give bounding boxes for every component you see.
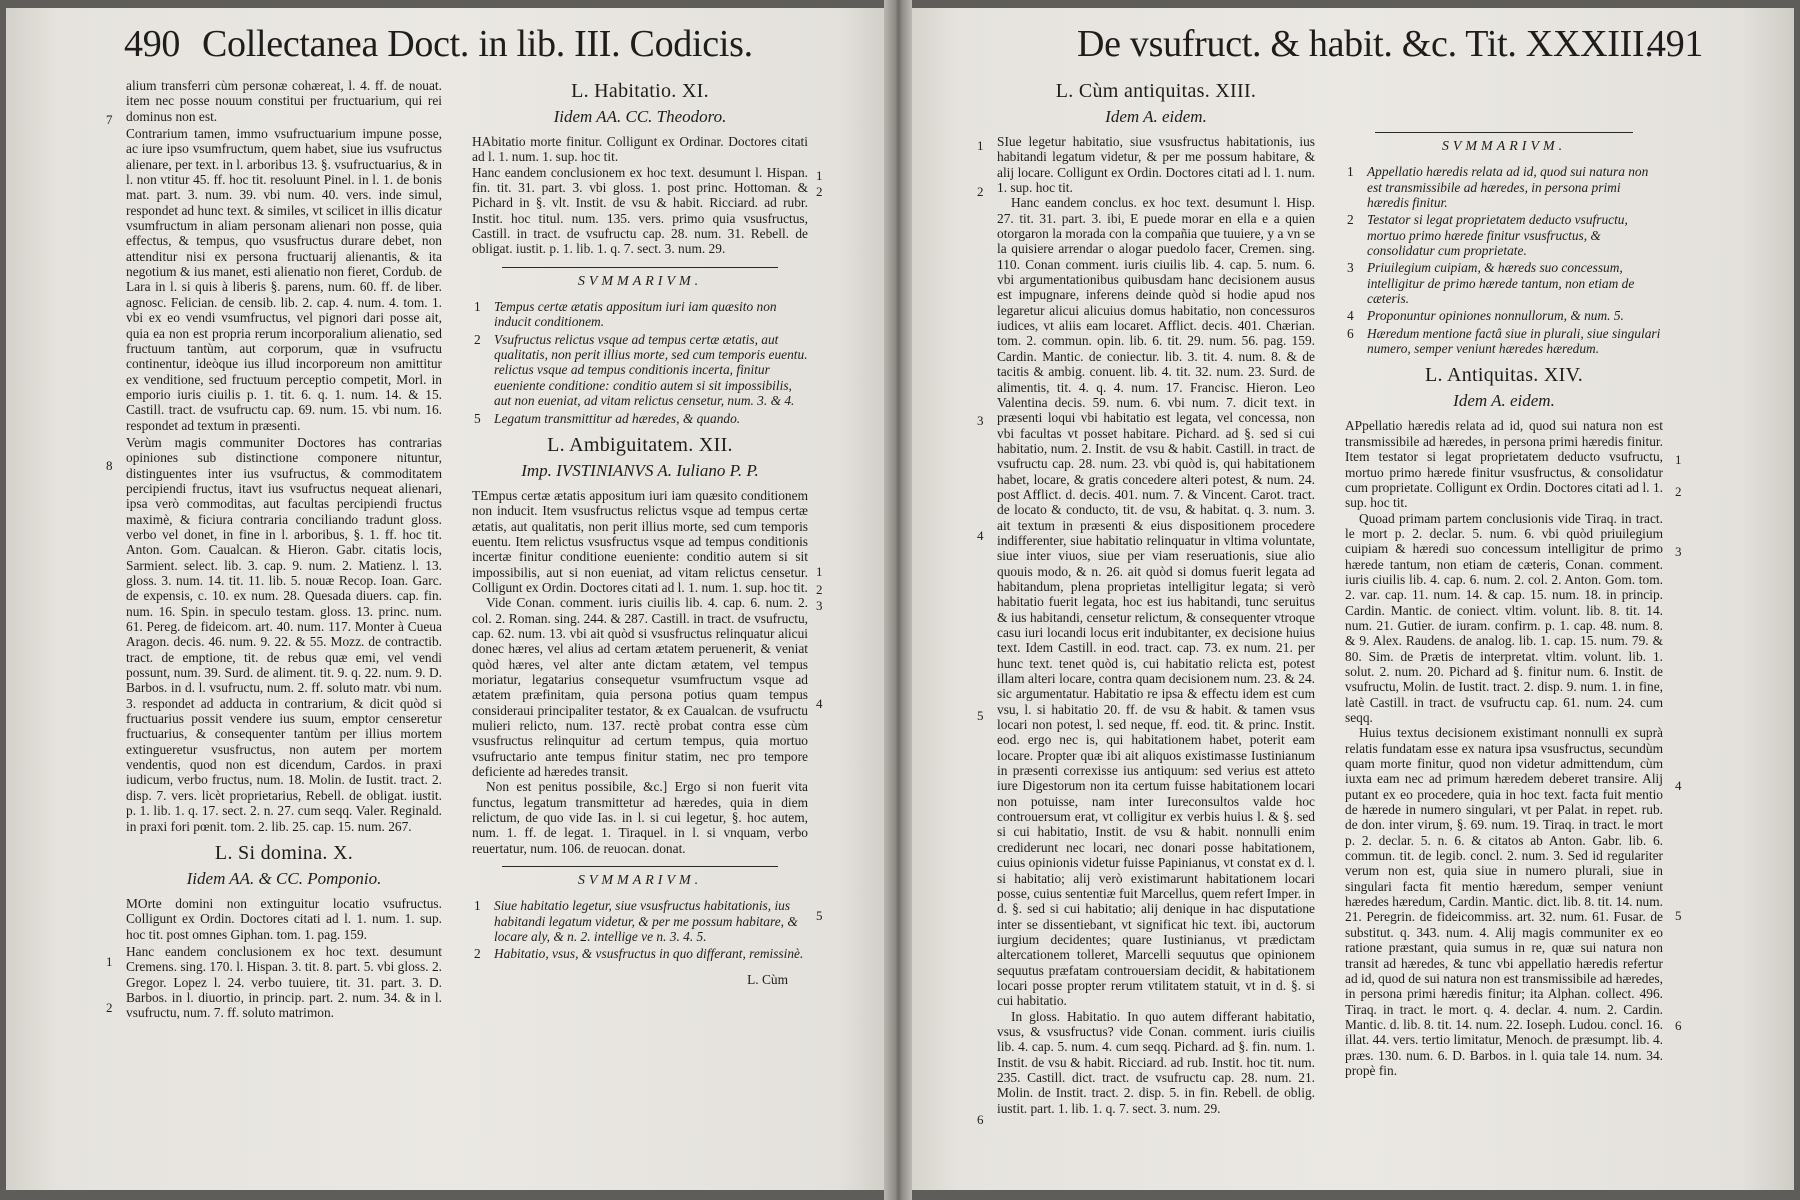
summary-rule <box>502 866 778 867</box>
left-running-title: Collectanea Doct. in lib. III. Codicis. <box>202 23 753 65</box>
paragraph: Hanc eandem conclusionem ex hoc text. desumunt l. Hispan. fin. tit. 31. part. 3. vbi gloss. 1. post princ. Hottoman. & Pichard in §. vlt. Instit. de vsu & habit. Ricciard. ad rubr. Instit. hoc titul. num. 135. vers. primo quia vsusfructus, Castill. in tract. de vsufructu cap. 28. num. 31. Rebell. de obligat. iustit. p. 1. lib. 1. q. 7. sect. 3. num. 29. <box>472 164 808 257</box>
summary-item <box>1345 326 1663 357</box>
summary-text: Tempus certæ ætatis appositum iuri iam quæsito non inducit conditionem. <box>494 299 777 330</box>
summary-title: SVMMARIVM. <box>577 873 703 889</box>
right-running-title: De vsufruct. & habit. &c. Tit. XXXIII. <box>1077 23 1654 65</box>
paragraph: Hanc eandem conclusionem ex hoc text. desumunt Cremens. sing. 170. l. Hispan. 3. tit. 8. part. 5. vbi gloss. 2. Gregor. Lopez l. 24. verbo tuuiere, tit. 31. part. 3. D. Barbos. in l. diuortio, in princip. part. 2. num. 34. & in l. vsufructu, num. 7. ff. soluto matrimon. <box>126 943 442 1021</box>
margin-number: 2 <box>816 184 823 199</box>
paragraph: Verùm magis communiter Doctores has contrarias opiniones sub distinctione componere nituntur, distinguentes inter ius vsufructus, & commoditatem percipiendi fructus, itavt ius vsufructus nequeat alienari, ipsa verò commoditas, aut facultas percipiendi fructus maximè, & ficiura contraria conciliando tradunt gloss. verbo vel donet, in fine in l. arboribus, §. 1. ff. hoc tit. Anton. Gom. Caualcan. & Hieron. Gabr. citatis locis, Sarmient. select. lib. 3. cap. 9. num. 2. Matienz. l. 13. gloss. 3. num. 14. tit. 11. lib. 5. nouæ Recop. Ioan. Garc. de expensis, c. 10. ex num. 28. Quesada diuers. cap. fin. num. 16. Spin. in speculo testam. gloss. 13. princ. num. 61. Pereg. de fideicom. art. 40. num. 117. Monter à Cueua Aragon. decis. 46. num. 9. 22. & 55. Mozz. de contractib. tract. de emptione, tit. de rebus quæ emi, vel vendi possunt, num. 39. Surd. de aliment. tit. 9. q. 22. num. 9. D. Barbos. in d. l. vsufructu, num. 2. ff. soluto matr. vbi num. 3. respondet ad adducta in contrarium, & dicit quòd si fructuarius possit vendere ius suum, emptor censeretur fructuarius, & consequenter tantùm per illius mortem extingueretur vsusfructus, non autem per mortem vendentis, quod non est dicendum, Cardos. in praxi iudicum, verbo fructus, num. 18. Molin. de Iustit. tract. 2. disp. 7. vers. licèt proprietarius, Rebell. de obligat. iustit. p. 1. lib. 1. q. 17. sect. 2. n. 27. cum seqq. Valer. Reginald. in praxi fori pœnit. tom. 2. lib. 25. cap. 15. num. 267. <box>126 434 442 834</box>
left-page-column-2 <box>472 78 808 987</box>
paragraph: SIue legetur habitatio, siue vsusfructus habitationis, ius habitandi legatum videtur, & per me possum habitare, & alij locare. Colligunt ex Ordin. Doctores citati ad l. 1. num. 1. sup. hoc tit. <box>997 134 1315 196</box>
margin-number: 3 <box>1675 544 1682 559</box>
section-subheading: Imp. IVSTINIANVS A. Iuliano P. P. <box>521 460 759 480</box>
book-gutter <box>884 0 912 1200</box>
margin-number: 2 <box>816 582 823 597</box>
section-heading: L. Cùm antiquitas. XIII. <box>1055 80 1257 102</box>
summary-text: Proponuntur opiniones nonnullorum, & num. 5. <box>1367 308 1624 324</box>
summary-item <box>1345 260 1663 306</box>
section-heading: L. Habitatio. XI. <box>571 80 709 102</box>
summary-text: Testator si legat proprietatem deducto vsufructu, mortuo primo hærede finitur vsusfructus, & consolidatur cum proprietate. <box>1367 212 1628 259</box>
summary-number: 2 <box>1347 212 1354 228</box>
margin-number: 2 <box>1675 484 1682 499</box>
summary-number: 5 <box>474 410 481 426</box>
margin-number: 7 <box>106 112 113 127</box>
margin-number: 5 <box>816 908 823 923</box>
right-page-number: 491 <box>1647 23 1704 65</box>
margin-number: 6 <box>977 1112 984 1127</box>
section-subheading: Iidem AA. CC. Theodoro. <box>553 107 727 126</box>
margin-number: 1 <box>106 954 113 969</box>
left-page-number: 490 <box>124 23 181 65</box>
summary-text: Hæredum mentione factâ siue in plurali, siue singulari numero, semper veniunt hæredes hæredum. <box>1367 325 1661 357</box>
margin-number: 2 <box>106 1000 113 1015</box>
paragraph: TEmpus certæ ætatis appositum iuri iam quæsito conditionem non inducit. Item vsusfructus relictus vsque ad tempus certæ ætatis, aut qualitatis, non perit illius morte, sed cum temporis euentu. Item relictus vsusfructus vsque ad tempus conditionis incertæ finitur conditione eueniente: conditio autem si sit impossibilis, aut si non eueniat, ad vitam relictus censetur. Colligunt ex Ordin. Doctores citati ad l. 1. num. 1. sup. hoc tit. <box>472 487 808 595</box>
summary-item <box>472 898 808 944</box>
margin-number: 6 <box>1675 1018 1682 1033</box>
paragraph: Hanc eandem conclus. ex hoc text. desumunt l. Hisp. 27. tit. 31. part. 3. ibi, E puede morar en ella e a quien otorgaron la morada con la compañia que tuuiere, y a vn se la quisiere arrendar o alogar puedolo facer, Cremen. sing. 110. Conan comment. iuris ciuilis lib. 4. cap. 5. num. 6. vbi argumentationibus quibusdam hanc decisionem ausus est impugnare, inferens deinde quòd si hodie apud nos legaretur alicui alicuius domus habitatio, non concessuros iudices, vt aliis eam locaret. Afflict. decis. 401. Chærian. tom. 2. commun. opin. lib. 6. tit. 29. num. 56. pag. 159. Cardin. Mantic. de coniectur. lib. 3. tit. 4. num. 8. & de tacitis & ambig. conuent. lib. 4. tit. 32. num. 23. Surd. de alimentis, tit. 4. q. 4. num. 17. Francisc. Hieron. Leo Valentina decis. 59. num. 6. vbi num. 7. dicit text. in præsenti loqui vbi habitatio est legata, vel concessa, non vbi facultas vt posset habitare. Pichard. ad §. sed si cui habitatio, num. 2. Instit. de vsu & habit. Castill. in tract. de vsufructu cap. 28. num. 23. vbi quòd is, qui habitationem habet, locare, & gratis concedere alteri potest, & num. 24. post Afflict. d. decis. 401. num. 7. & Vincent. Carot. tract. de locato & conducto, tit. de vsu, & habitat. q. 3. num. 3. ait textum in præsenti & eius dispositionem procedere indifferenter, siue habitatio relinquatur in vltima voluntate, siue inter viuos, siue per viam reseruationis, siue alio quouis modo, & n. 26. ait quòd si domus fuerit legata ad habitandum, plena proprietas intelligitur legata; si verò habitatio fuerit legata, hoc est ius habitandi, tunc seruitus & ius habitandi, censetur relictum, & consequenter vtroque casu iuri locandi locus erit indubitanter, ex decisione huius text. Idem Castill. in eod. tract. cap. 73. ex num. 21. per hunc text. tenet quòd is, cui habitatio relicta est, potest illam alteri locare, contra quam decisionem num. 23. & 24. sic argumentatur. Habitatio re ipsa & effectu idem est cum vsu, l. si habitatio 20. ff. de vsu & habit. & tamen vsus locari non potest, l. sed neque, ff. eod. tit. & princ. Instit. eod. ergo nec is, qui habitationem habet, poterit eam locare. Propter quæ ibi ait aliquos existimasse Iustinianum in præsenti correxisse ius antiquum: sed verius est atteto iure Digestorum non ita certum fuisse habitationem locari non potuisse, nam inter Iureconsultos valde hoc controuersum erat, vt colligitur ex verbis huius l. & §. sed si cui habitatio, Instit. de vsu & habit. nonnulli enim crediderunt nec locari, nec donari posse habitationem, cuius opinionis videtur fuisse Papinianus, vt constat ex d. l. si habitatio; alij verò existimarunt habitationem locari posse, cuius sententiæ fuit Marcellus, quem refert Imper. in d. §. sed si cui habitatio; alij denique in hac disputatione inter se dissentiebant, vt significat hic text. ibi, auctorum iurgium decidentes; quare Iustinianus, vt prædictam altercationem tolleret, Marcelli sequutus que opinionem sequutus præfatam controuersiam decidit, & habitationem locari posse propter rerum vtilitatem statuit, vt in d. §. si cui habitatio. <box>997 195 1315 1009</box>
paragraph: Contrarium tamen, immo vsufructuarium impune posse, ac iure ipso vsumfructum, quem habet, siue ius vsufructus alienare, per text. in l. arboribus 13. §. vsufructuarius, & in l. non vtitur 45. ff. hoc tit. resoluunt Pinel. in l. 1. de bonis mat. part. 3. num. 39. vbi num. 40. vers. inde simul, respondet ad hunc text. & similes, vt scilicet in illis dicatur vsumfructum in aliam personam alienari non posse, quia effectus, & tempus, quo vsusfructus durare debet, non attenditur nisi ex persona fructuarij alienantis, & ita negotium & ius manet, esti alienatio non fieret, Cordub. de Lara in l. si quis à liberis §. parens, num. 60. ff. de liber. agnosc. Felician. de censib. lib. 2. cap. 4. num. 4. tom. 1. vbi ex eo vendi vsumfructus, vel pignori dari posse ait, quia ea non est propria rerum incorporalium alienatio, sed fructuum tantùm, aut corporum, quæ in vsufructu continentur, ideòque ius illud incorporeum non amittitur ex venditione, sed fructuum perceptio competit, Morl. in emporio iuris ciuilis p. 1. tit. 6. q. 1. num. 14. & 15. Castill. tract. de vsufructu cap. 69. num. 15. vbi num. 16. respondet ad textum in præsenti. <box>126 126 442 433</box>
summary-number: 3 <box>1347 260 1354 276</box>
margin-number: 3 <box>977 413 984 428</box>
summary-title: SVMMARIVM. <box>1441 139 1567 154</box>
paragraph: In gloss. Habitatio. In quo autem differant habitatio, vsus, & vsusfructus? vide Conan. comment. iuris ciuilis lib. 4. cap. 5. num. 4. cum seqq. Pichard. ad §. fin. num. 1. Instit. de vsu & habit. Ricciard. ad rub. Instit. hoc tit. num. 235. Castill. dict. tract. de vsufructu cap. 28. num. 21. Molin. de Instit. tract. 2. disp. 5. in fin. Rebell. de oblig. iustit. part. 1. lib. 1. q. 7. sect. 3. num. 29. <box>997 1008 1315 1116</box>
summary-number: 1 <box>474 898 481 914</box>
margin-number: 4 <box>816 696 823 711</box>
margin-number: 1 <box>816 168 823 183</box>
paragraph: Vide Conan. comment. iuris ciuilis lib. 4. cap. 6. num. 2. col. 2. Roman. sing. 244. & 287. Castill. in tract. de vsufructu, cap. 62. num. 13. vbi ait quòd si vsusfructus relinquatur alicui donec hæres, vel alius ad certam ætatem peruenerit, & veniat quòd hæres, vel alter ante dictam ætatem, vel tempus moriatur, legatarius consequetur vsumfructum vsque ad ætatem præfinitam, quia persona potius quam tempus consideraui principaliter testator, & ex Caualcan. de vsufructu mulieri relicto, num. 137. rectè probat contra esse cùm vsusfructus relinquitur ad certum tempus, quia mortuo vsufructario ante tempus finitur statim, nec pro tempore deficiente ad hæredes transit. <box>472 595 808 780</box>
summary-item <box>1345 164 1663 210</box>
summary-number: 2 <box>474 331 481 347</box>
margin-number: 1 <box>1675 452 1682 467</box>
summary-number: 1 <box>474 299 481 315</box>
right-page <box>905 8 1794 1190</box>
summary-rule <box>1375 132 1633 133</box>
section-subheading: Idem A. eidem. <box>1105 107 1207 126</box>
catchword: L. Cùm <box>747 971 788 987</box>
summary-text: Vsufructus relictus vsque ad tempus certæ ætatis, aut qualitatis, non perit illius morte, sed cum temporis euentu. relictus vsque ad tempus conditionis incerta, finitur eueniente conditione: conditio autem si sit impossibilis, aut non eueniat, ad vitam relictus censetur, num. 3. & 4. <box>494 331 808 409</box>
summary-item <box>472 332 808 409</box>
section-heading: L. Si domina. X. <box>214 841 354 864</box>
margin-number: 1 <box>977 138 984 153</box>
summary-item <box>1345 308 1663 323</box>
summary-number: 6 <box>1347 325 1354 341</box>
summary-text: Siue habitatio legetur, siue vsusfructus habitationis, ius habitandi legatum videtur, & per me possum habitare, & locare aly, & n. 2. intellige ve n. 3. 4. 5. <box>494 898 798 945</box>
summary-item <box>1345 212 1663 258</box>
summary-text: Habitatio, vsus, & vsusfructus in quo differant, remissinè. <box>494 946 804 962</box>
right-page-column-1 <box>997 78 1315 1116</box>
paragraph: Non est penitus possibile, &c.] Ergo si non fuerit vita functus, legatum transmittetur ad hæredes, quia in diem relictum, de quo vide Ias. in l. si cui legetur, §. hoc autem, num. 1. ff. de legat. 1. Tiraquel. in l. si vnquam, verbo reuertatur, num. 106. de reuocan. donat. <box>472 779 808 856</box>
margin-number: 5 <box>1675 908 1682 923</box>
margin-number: 8 <box>106 458 113 473</box>
summary-number: 2 <box>474 946 481 962</box>
summary-number: 1 <box>1347 164 1354 180</box>
summary-item <box>472 946 808 961</box>
right-page-column-2 <box>1345 70 1663 1078</box>
summary-text: Priuilegium cuipiam, & hæreds suo concessum, intelligitur de primo hærede tantum, non etiam de cæteris. <box>1367 260 1635 307</box>
summary-text: Appellatio hæredis relata ad id, quod sui natura non est transmissibile ad hæredes, in persona primi hæredis finitur. <box>1367 164 1649 211</box>
left-page-column-1 <box>126 78 442 1021</box>
margin-number: 5 <box>977 708 984 723</box>
summary-item <box>472 411 808 426</box>
summary-number: 4 <box>1347 308 1354 324</box>
summary-text: Legatum transmittitur ad hæredes, & quando. <box>494 410 741 426</box>
margin-number: 4 <box>977 528 984 543</box>
section-subheading: Iidem AA. & CC. Pomponio. <box>186 868 382 888</box>
right-running-head <box>905 22 1794 72</box>
paragraph: MOrte domini non extinguitur locatio vsufructus. Colligunt ex Ordin. Doctores citati ad l. 1. num. 1. sup. hoc tit. post omnes Giphan. tom. 1. pag. 159. <box>126 895 442 942</box>
paragraph: Quoad primam partem conclusionis vide Tiraq. in tract. le mort p. 2. declar. 5. num. 6. vbi quòd priuilegium cuipiam & hæredi suo concessum intelligitur de primo hærede tantum, non etiam de cæteris, Conan. comment. iuris ciuilis lib. 4. cap. 6. num. 2. col. 2. Anton. Gom. tom. 2. var. cap. 11. num. 14. & cap. 15. num. 18. in princip. Cardin. Mantic. de coniect. vltim. volunt. lib. 8. tit. 14. num. 21. Gutier. de iuram. confirm. p. 1. cap. 48. num. 8. & 9. Alex. Raudens. de analog. lib. 1. cap. 15. num. 79. & 80. Sim. de Prætis de interpretat. vltim. volunt. lib. 1. solut. 2. num. 20. Pichard ad §. finitur num. 6. Instit. de vsufructu, Molin. de Iustit. tract. 2. disp. 9. num. 1. in fine, latè Castill. in tract. de vsufructu cap. 61. num. 24. cum seqq. <box>1345 510 1663 725</box>
section-heading: L. Ambiguitatem. XII. <box>547 433 733 456</box>
section-subheading: Idem A. eidem. <box>1453 391 1555 411</box>
paragraph: Huius textus decisionem existimant nonnulli ex suprà relatis fundatam esse ex natura ipsa vsusfructus, secundùm quam morte finitur, quod non videtur admittendum, cùm iuxta eam nec ad primum hæredem deberet transire. Alij putant ex eo procedere, quia in hoc text. facta fuit mentio de hærede in numero singulari, vt per Palat. in repet. rub. de don. inter virum, §. 69. num. 19. Tiraq. in tract. le mort p. 2. declar. 5. n. 6. & citatos ab Anton. Gabr. lib. 6. commun. tit. de legib. concl. 2. num. 3. Sed id regulariter verum non est, quia siue in numero plurali, siue in singulari facta fit mentio hæredum, semper veniunt hæredes hæredum, Cardin. Mantic. dict. lib. 8. tit. 14. num. 21. Peregrin. de fideicommiss. art. 32. num. 61. Fusar. de substitut. q. 343. num. 4. Alij magis communiter ex eo ratione præstant, quia sumus in re, quæ sui natura non transit ad hæredes, & tunc vbi appellatio hæredis refertur ad id, quod de sui natura non est transmissibile ad hæredes, in persona primi hæredis finitur; ita Alphan. collect. 496. Tiraq. in tract. le mort. q. 4. declar. 4. num. 2. Cardin. Mantic. d. lib. 8. tit. 14. num. 22. Ioseph. Ludou. concl. 16. illat. 44. vers. tertio limitatur, Menoch. de præsumpt. lib. 4. præs. 130. num. 6. D. Barbos. in l. quia tale 14. num. 34. propè fin. <box>1345 725 1663 1078</box>
summary-item <box>472 299 808 330</box>
margin-number: 1 <box>816 564 823 579</box>
left-running-head <box>6 22 891 72</box>
left-page <box>6 8 891 1190</box>
section-heading: L. Antiquitas. XIV. <box>1424 364 1584 387</box>
margin-number: 4 <box>1675 778 1682 793</box>
margin-number: 3 <box>816 598 823 613</box>
summary-title: SVMMARIVM. <box>577 273 703 289</box>
paragraph: alium transferri cùm personæ cohæreat, l. 4. ff. de nouat. item nec posse nouum constitui per fructuarium, qui rei dominus non est. <box>126 78 442 124</box>
paragraph: HAbitatio morte finitur. Colligunt ex Ordinar. Doctores citati ad l. 1. num. 1. sup. hoc tit. <box>472 134 808 165</box>
paragraph: APpellatio hæredis relata ad id, quod sui natura non est transmissibile ad hæredes, in persona primi hæredis finitur. Item testator si legat proprietatem deducto vsufructu, mortuo primo hærede finitur vsusfructus, & consolidatur cum proprietate. Colligunt ex Ordin. Doctores citati ad l. 1. sup. hoc tit. <box>1345 418 1663 511</box>
margin-number: 2 <box>977 184 984 199</box>
summary-rule <box>502 267 778 268</box>
